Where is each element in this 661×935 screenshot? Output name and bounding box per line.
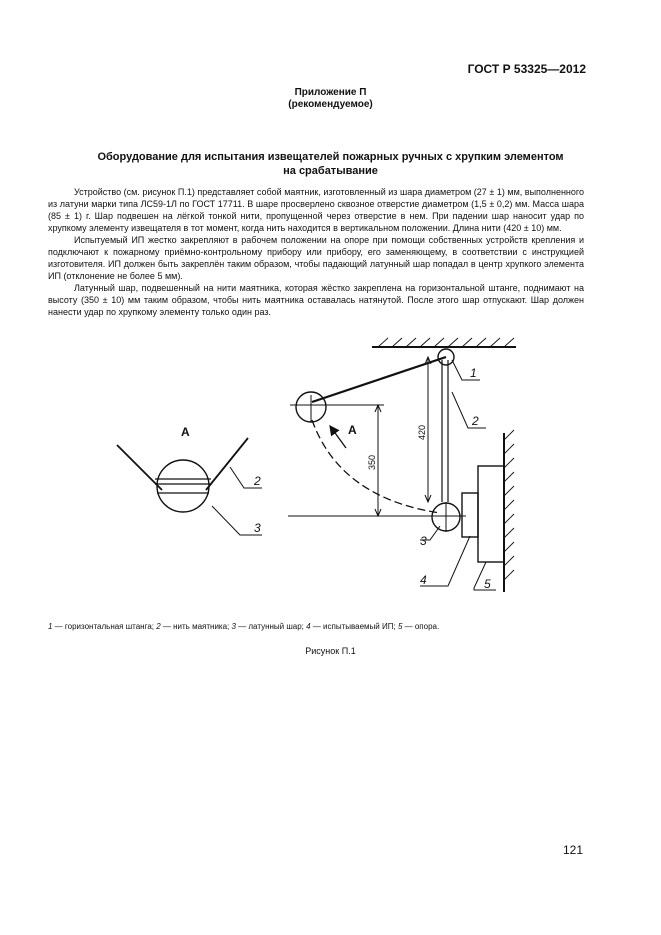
appendix-heading	[0, 87, 661, 111]
page-number: 121	[562, 843, 583, 857]
figure-label: Рисунок П.1	[305, 646, 356, 656]
caption-num: 3	[231, 622, 236, 631]
paragraph: Устройство (см. рисунок П.1) представляет собой маятник, изготовленный из шара диаметром (27 ± 1) мм, выполненного из латуни марки типа ЛС59-1Л по ГОСТ 17711. В шаре просверлено сквозное отверстие диаметром (1,5 ± 0,2) мм. Масса шара (85 ± 1) г. Шар подвешен на лёгкой тонкой нити, пропущенной через отверстие в нем. При падении шар наносит удар по хрупкому элементу извещателя в тот момент, когда нить находится в вертикальном положении. Длина нити (420 ± 10) мм.	[48, 187, 584, 233]
caption-text: — опора.	[402, 622, 440, 631]
callout-4: 4	[420, 573, 427, 587]
caption-num: 4	[306, 622, 311, 631]
caption-text: — горизонтальная штанга;	[52, 622, 157, 631]
paragraph: Латунный шар, подвешенный на нити маятника, которая жёстко закреплена на горизонтальной штанге, поднимают на высоту (350 ± 10) мм таким образом, чтобы нить маятника оставалась натянутой. После этого шар отпускают. Шар должен нанести удар по хрупкому элементу только один раз.	[48, 283, 584, 317]
figure-caption	[48, 622, 608, 631]
appendix-title: Приложение П	[294, 87, 367, 98]
wall-hatching	[504, 430, 514, 580]
callout-5: 5	[484, 577, 491, 591]
detail-callout-2: 2	[254, 474, 261, 488]
caption-num: 5	[397, 622, 403, 631]
bar-hatching	[378, 338, 514, 347]
detail-view-label: А	[181, 425, 190, 439]
dim-350-label: 350	[367, 454, 377, 470]
arrow-label: А	[348, 423, 357, 437]
leader-2	[452, 392, 486, 428]
callout-1: 1	[470, 366, 477, 380]
detail-ball	[157, 460, 209, 512]
caption-num: 2	[156, 622, 161, 631]
detail-callout-3: 3	[254, 521, 261, 535]
view-arrow	[330, 426, 346, 448]
dim-420-label: 420	[417, 424, 427, 440]
caption-text: — латунный шар;	[235, 622, 307, 631]
detector-button	[462, 493, 478, 537]
section-title-line1: Оборудование для испытания извещателей пожарных ручных с хрупким элементом	[97, 151, 564, 163]
leader-4	[420, 536, 470, 586]
caption-text: — нить маятника;	[160, 622, 232, 631]
section-title	[60, 150, 601, 178]
pendulum-figure	[0, 330, 661, 620]
callout-3: 3	[420, 534, 427, 548]
callout-2: 2	[472, 414, 479, 428]
detector-body	[478, 466, 504, 562]
detail-string-right	[206, 438, 248, 490]
body-text	[48, 186, 584, 318]
caption-text: — испытываемый ИП;	[310, 622, 398, 631]
section-title-line2: на срабатывание	[283, 165, 378, 177]
string-raised	[312, 357, 446, 402]
paragraph: Испытуемый ИП жестко закрепляют в рабочем положении на опоре при помощи собственных устройств крепления и подключают к пожарному приёмно-контрольному прибору или прибору, его заменяющему, в соответствии с инструкцией изготовителя. ИП должен быть закреплён таким образом, чтобы падающий латунный шар попадал в центр хрупкого элемента ИП (отклонение не более 5 мм).	[48, 235, 584, 281]
caption-num: 1	[48, 622, 53, 631]
standard-designation: ГОСТ Р 53325—2012	[467, 62, 586, 76]
detail-string-left	[117, 445, 162, 490]
appendix-status: (рекомендуемое)	[288, 99, 373, 110]
